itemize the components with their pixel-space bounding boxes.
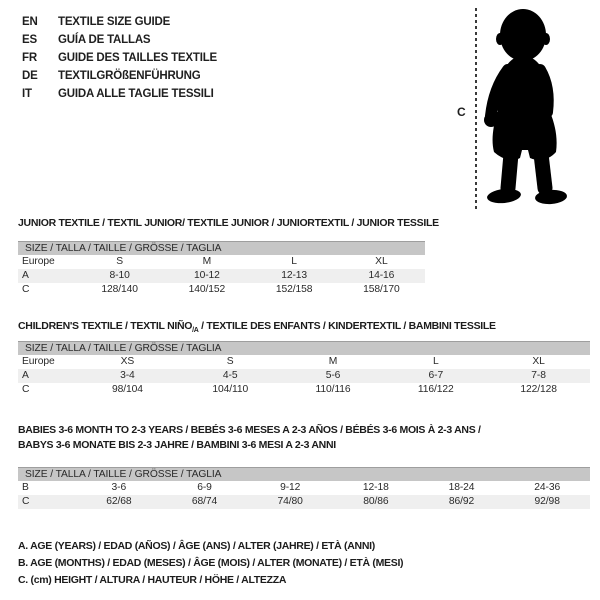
value-cell: 5-6 <box>325 370 341 381</box>
babies-section-heading <box>18 423 481 453</box>
language-code: ES <box>22 34 37 46</box>
size-cell: XS <box>120 356 135 367</box>
size-cell: S <box>226 356 234 367</box>
row-label: C <box>22 496 30 507</box>
row-label: A <box>22 370 29 381</box>
footnote-a: A. AGE (YEARS) / EDAD (AÑOS) / ÂGE (ANS) / ALTER (JAHRE) / ETÀ (ANNI) <box>18 540 375 552</box>
value-cell: 3-4 <box>120 370 135 381</box>
language-row-de <box>22 67 217 85</box>
language-row-en <box>22 13 217 31</box>
value-cell: 74/80 <box>277 496 303 507</box>
measure-label-c: C <box>457 105 466 119</box>
value-cell: 12-13 <box>281 270 308 281</box>
size-cell: XL <box>375 256 388 267</box>
row-label: A <box>22 270 29 281</box>
language-title: TEXTILE SIZE GUIDE <box>58 16 171 28</box>
value-cell: 128/140 <box>101 284 138 295</box>
value-cell: 4-5 <box>222 370 238 381</box>
value-cell: 6-7 <box>428 370 444 381</box>
row-label: C <box>22 384 30 395</box>
size-cell: M <box>328 356 338 367</box>
children-size-table <box>18 341 590 397</box>
value-cell: 6-9 <box>197 482 212 493</box>
table-row-b <box>18 481 590 495</box>
children-heading-pre: CHILDREN'S TEXTILE / TEXTIL NIÑO <box>18 320 193 332</box>
language-row-es <box>22 31 217 49</box>
value-cell: 68/74 <box>191 496 218 507</box>
value-cell: 62/68 <box>106 496 132 507</box>
value-cell: 14-16 <box>368 270 395 281</box>
table-row-c <box>18 283 425 297</box>
value-cell: 86/92 <box>448 496 475 507</box>
table-row-a <box>18 369 590 383</box>
value-cell: 158/170 <box>363 284 400 295</box>
size-cell: S <box>116 256 124 267</box>
language-title: GUIDA ALLE TAGLIE TESSILI <box>58 88 214 100</box>
value-cell: 8-10 <box>109 270 130 281</box>
value-cell: 104/110 <box>212 384 249 395</box>
size-cell: XL <box>532 356 545 367</box>
row-label: B <box>22 482 29 493</box>
size-bar: SIZE / TALLA / TAILLE / GRÖSSE / TAGLIA <box>18 341 590 355</box>
value-cell: 12-18 <box>362 482 389 493</box>
size-bar: SIZE / TALLA / TAILLE / GRÖSSE / TAGLIA <box>18 467 590 481</box>
table-row-c <box>18 383 590 397</box>
children-heading-subscript: /A <box>192 327 199 335</box>
value-cell: 7-8 <box>531 370 546 381</box>
babies-heading-line2: BABYS 3-6 MONATE BIS 2-3 JAHRE / BAMBINI 3-6 MESI A 2-3 ANNI <box>18 439 336 451</box>
value-cell: 116/122 <box>417 384 454 395</box>
value-cell: 122/128 <box>520 384 557 395</box>
children-section-heading <box>18 320 496 334</box>
value-cell: 3-6 <box>111 482 127 493</box>
size-bar: SIZE / TALLA / TAILLE / GRÖSSE / TAGLIA <box>18 241 425 255</box>
language-code: DE <box>22 70 38 82</box>
footnote-c: C. (cm) HEIGHT / ALTURA / HAUTEUR / HÖHE / ALTEZZA <box>18 574 287 586</box>
babies-size-table <box>18 467 590 509</box>
footnote-b: B. AGE (MONTHS) / EDAD (MESES) / ÂGE (MOIS) / ALTER (MONATE) / ETÀ (MESI) <box>18 557 404 569</box>
language-code: EN <box>22 16 38 28</box>
language-title: GUIDE DES TAILLES TEXTILE <box>58 52 217 64</box>
table-row-c <box>18 495 590 509</box>
size-cell: L <box>432 356 439 367</box>
children-heading-post: / TEXTILE DES ENFANTS / KINDERTEXTIL / BAMBINI TESSILE <box>198 320 496 332</box>
height-measure-dashed-line <box>475 8 477 210</box>
row-label: Europe <box>22 356 55 367</box>
value-cell: 110/116 <box>315 384 351 395</box>
value-cell: 92/98 <box>534 496 560 507</box>
language-title: TEXTILGRÖßENFÜHRUNG <box>58 70 201 82</box>
language-row-fr <box>22 49 217 67</box>
babies-heading-line1: BABIES 3-6 MONTH TO 2-3 YEARS / BEBÉS 3-6 MESES A 2-3 AÑOS / BÉBÉS 3-6 MOIS À 2-3 ANS / <box>18 424 481 436</box>
table-row-sizes <box>18 355 590 369</box>
value-cell: 18-24 <box>448 482 475 493</box>
value-cell: 98/104 <box>111 384 143 395</box>
row-label: C <box>22 284 30 295</box>
footnotes <box>18 538 403 589</box>
size-cell: M <box>202 256 212 267</box>
size-cell: L <box>291 256 297 267</box>
language-code: IT <box>22 88 32 100</box>
value-cell: 10-12 <box>193 270 220 281</box>
value-cell: 80/86 <box>363 496 389 507</box>
value-cell: 9-12 <box>280 482 301 493</box>
junior-size-table <box>18 241 425 297</box>
row-label: Europe <box>22 256 55 267</box>
baby-silhouette-icon <box>483 6 578 208</box>
junior-section-heading: JUNIOR TEXTILE / TEXTIL JUNIOR/ TEXTILE JUNIOR / JUNIORTEXTIL / JUNIOR TESSILE <box>18 217 439 229</box>
language-list <box>22 13 217 103</box>
value-cell: 24-36 <box>534 482 561 493</box>
value-cell: 152/158 <box>275 284 313 295</box>
language-title: GUÍA DE TALLAS <box>58 34 151 46</box>
table-row-sizes <box>18 255 425 269</box>
language-code: FR <box>22 52 37 64</box>
language-row-it <box>22 85 217 103</box>
table-row-a <box>18 269 425 283</box>
value-cell: 140/152 <box>188 284 226 295</box>
